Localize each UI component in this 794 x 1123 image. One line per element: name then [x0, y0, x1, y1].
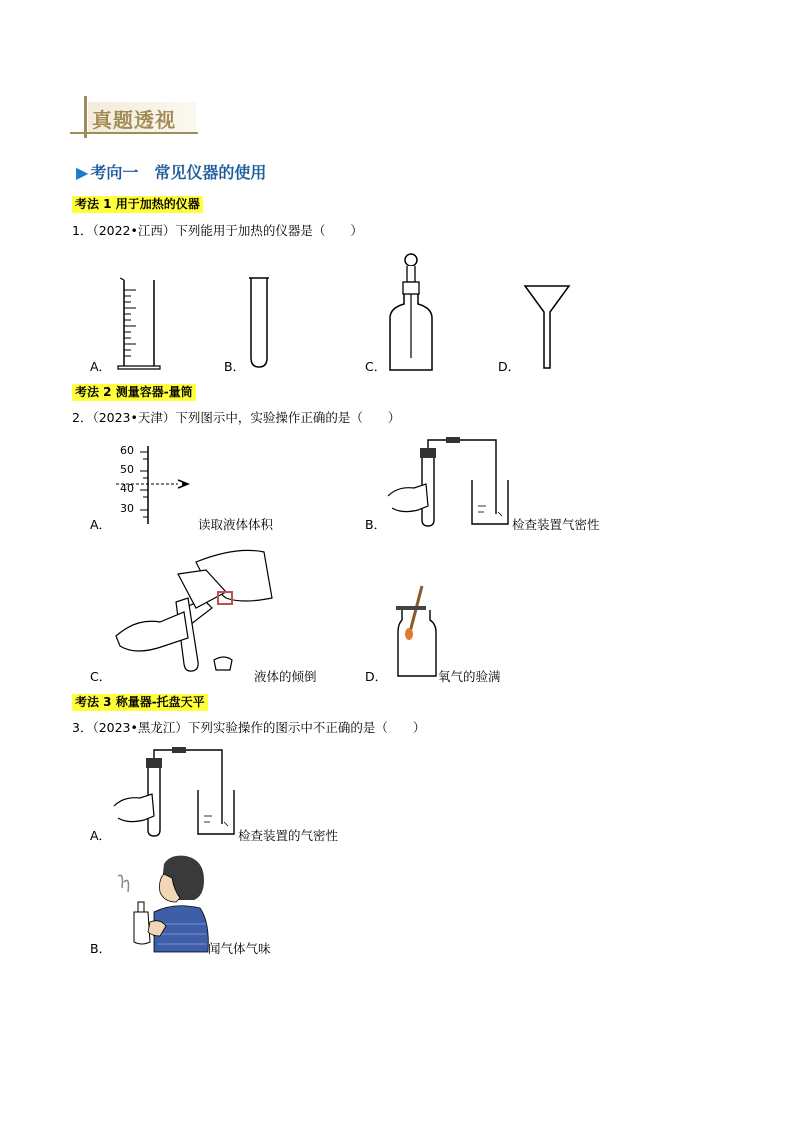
q1-option-a: A． — [90, 359, 112, 374]
section-heading — [76, 160, 266, 183]
airtightness-apparatus-icon — [388, 436, 512, 528]
funnel-icon — [524, 284, 570, 370]
page-title: 真题透视 — [92, 108, 176, 132]
question-3-text: 3．（2023•黑龙江）下列实验操作的图示中不正确的是（ ） — [72, 720, 426, 735]
q2-caption-b: 检查装置气密性 — [512, 517, 600, 532]
person-smelling-gas-icon — [114, 852, 210, 956]
q2-caption-a: 读取液体体积 — [198, 517, 274, 532]
q3-caption-a: 检查装置的气密性 — [238, 828, 339, 843]
cylinder-scale-figure — [116, 444, 206, 526]
q3-caption-b: 闻气体气味 — [208, 941, 271, 956]
kaofa-3-label: 考法 3 称量器-托盘天平 — [72, 694, 208, 711]
oxygen-full-test-icon — [396, 584, 442, 678]
scale-label-50: 50 — [120, 463, 134, 476]
section-title: 考向一 常见仪器的使用 — [90, 163, 267, 182]
test-tube-icon — [248, 276, 270, 370]
dropper-bottle-icon — [388, 252, 434, 372]
q1-option-b: B． — [224, 359, 246, 374]
graduated-cylinder-icon — [114, 278, 164, 370]
question-1-text: 1．（2022•江西）下列能用于加热的仪器是（ ） — [72, 223, 363, 238]
kaofa-1-label: 考法 1 用于加热的仪器 — [72, 196, 203, 213]
q2-option-c: C． — [90, 669, 112, 684]
q2-caption-d: 氧气的验满 — [438, 669, 501, 684]
q3-option-b: B． — [90, 941, 112, 956]
q3-option-a: A． — [90, 828, 112, 843]
triangle-marker-icon: ▶ — [76, 163, 89, 182]
kaofa-2-label: 考法 2 测量容器-量筒 — [72, 384, 196, 401]
q1-option-c: C． — [365, 359, 387, 374]
scale-label-60: 60 — [120, 444, 134, 457]
pouring-liquid-icon — [116, 542, 276, 682]
scale-label-40: 40 — [120, 482, 134, 495]
scale-label-30: 30 — [120, 502, 134, 515]
q2-option-b: B． — [365, 517, 387, 532]
q2-caption-c: 液体的倾倒 — [254, 669, 317, 684]
q2-option-d: D． — [365, 669, 388, 684]
question-2-text: 2．（2023•天津）下列图示中，实验操作正确的是（ ） — [72, 410, 401, 425]
q1-option-d: D． — [498, 359, 521, 374]
airtightness-apparatus-icon-2 — [114, 746, 238, 838]
q2-option-a: A． — [90, 517, 112, 532]
